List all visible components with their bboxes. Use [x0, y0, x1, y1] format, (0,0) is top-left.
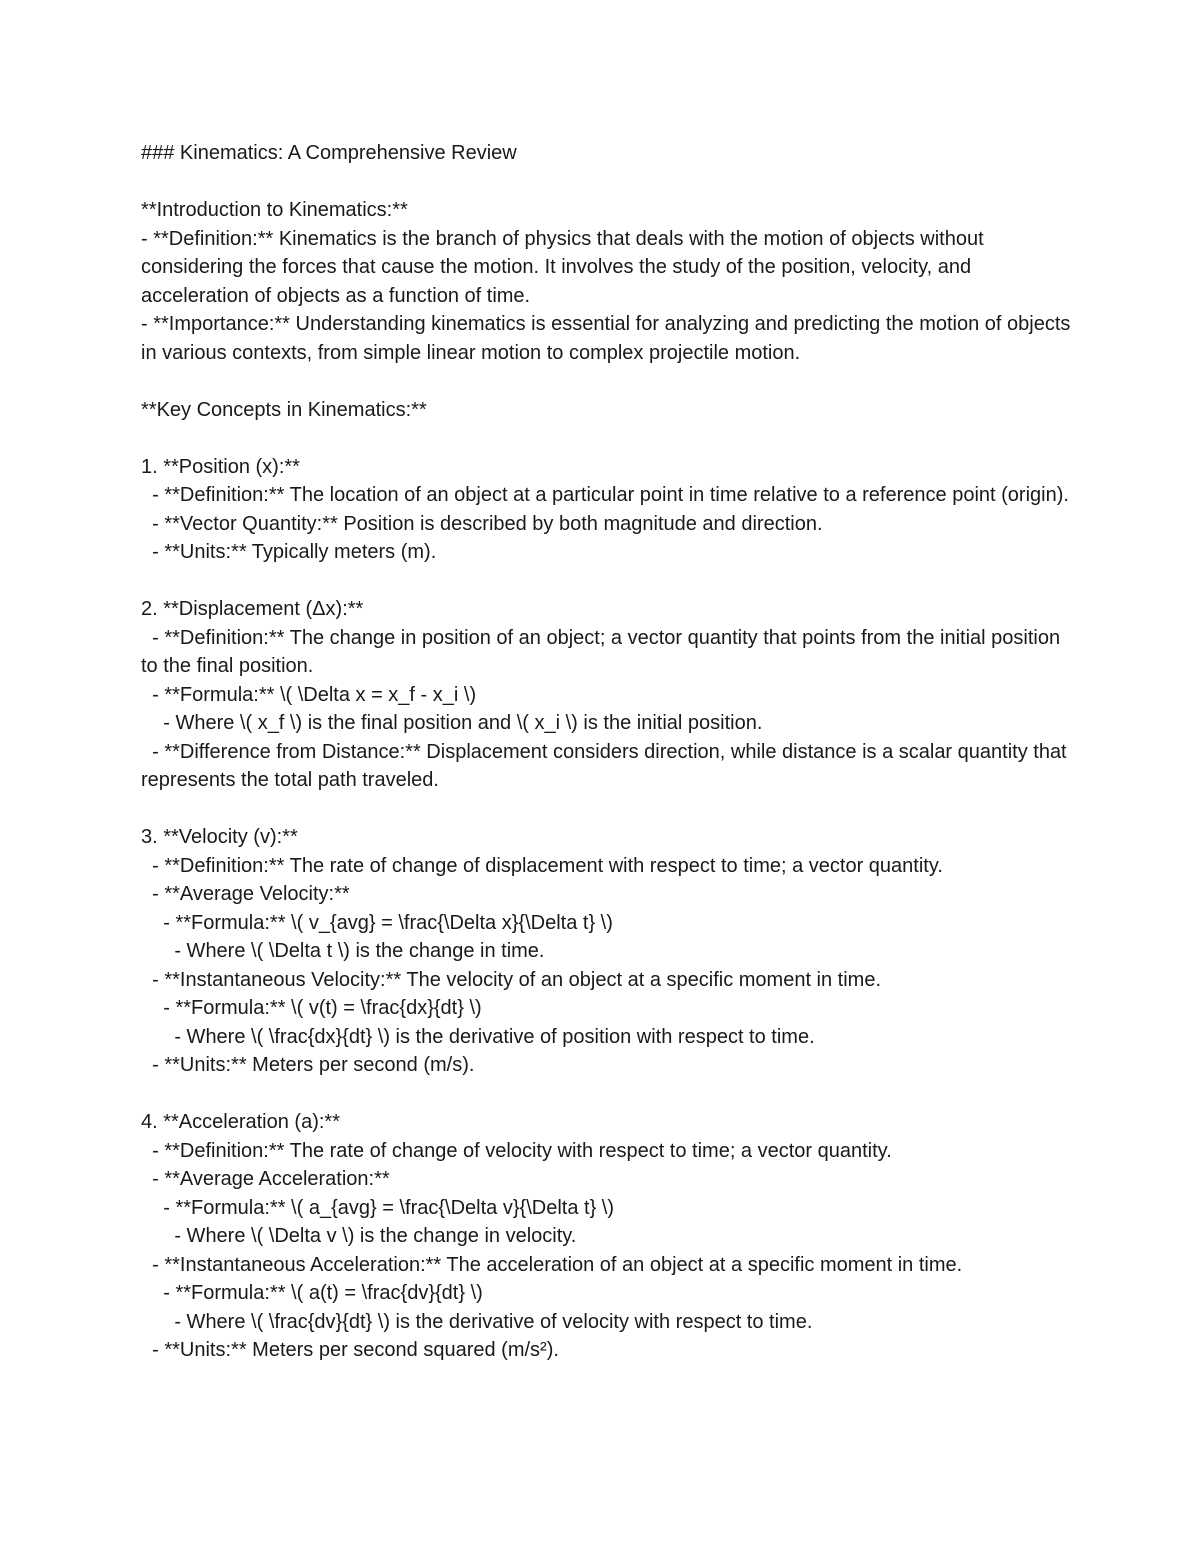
velocity-definition: - **Definition:** The rate of change of displacement with respect to time; a vector quantity. [141, 854, 943, 877]
document-heading: ### Kinematics: A Comprehensive Review [141, 142, 517, 164]
velocity-units: - **Units:** Meters per second (m/s). [141, 1054, 475, 1076]
displacement-formula: - **Formula:** \( \Delta x = x_f - x_i \) [141, 683, 477, 706]
acceleration-instant: - **Instantaneous Acceleration:** The acceleration of an object at a specific moment in time. [141, 1253, 963, 1276]
acceleration-instant-formula: - **Formula:** \( a(t) = \frac{dv}{dt} \) [141, 1282, 483, 1304]
velocity-average-formula: - **Formula:** \( v_{avg} = \frac{\Delta x}{\Delta t} \) [141, 911, 613, 934]
position-units: - **Units:** Typically meters (m). [141, 541, 437, 563]
displacement-where: - Where \( x_f \) is the final position and \( x_i \) is the initial position. [141, 712, 763, 734]
acceleration-instant-where: - Where \( \frac{dv}{dt} \) is the derivative of velocity with respect to time. [141, 1310, 813, 1333]
intro-importance: - **Importance:** Understanding kinematics is essential for analyzing and predicting the motion of objects in various contexts, from simple linear motion to complex projectile motion. [141, 313, 1076, 364]
displacement-difference: - **Difference from Distance:** Displacement considers direction, while distance is a scalar quantity that represents the total path traveled. [141, 740, 1073, 791]
position-definition: - **Definition:** The location of an object at a particular point in time relative to a reference point (origin). [141, 484, 1069, 506]
acceleration-title: 4. **Acceleration (a):** [141, 1111, 340, 1133]
acceleration-average-formula: - **Formula:** \( a_{avg} = \frac{\Delta v}{\Delta t} \) [141, 1196, 615, 1219]
velocity-instant: - **Instantaneous Velocity:** The velocity of an object at a specific moment in time. [141, 968, 882, 991]
spacer [141, 1080, 1071, 1109]
intro-title: **Introduction to Kinematics:** [141, 199, 408, 221]
key-concepts-title: **Key Concepts in Kinematics:** [141, 398, 427, 421]
spacer [141, 424, 1071, 453]
position-vector: - **Vector Quantity:** Position is described by both magnitude and direction. [141, 512, 823, 535]
spacer [141, 795, 1071, 824]
position-title: 1. **Position (x):** [141, 455, 300, 478]
velocity-instant-formula: - **Formula:** \( v(t) = \frac{dx}{dt} \) [141, 997, 482, 1019]
document-body [141, 139, 1076, 1365]
acceleration-units: - **Units:** Meters per second squared (m/s²). [141, 1339, 559, 1361]
displacement-title: 2. **Displacement (Δx):** [141, 598, 364, 620]
acceleration-definition: - **Definition:** The rate of change of velocity with respect to time; a vector quantity. [141, 1139, 892, 1162]
spacer [141, 367, 1071, 396]
acceleration-average-title: - **Average Acceleration:** [141, 1168, 390, 1190]
velocity-average-title: - **Average Velocity:** [141, 883, 350, 905]
velocity-average-where: - Where \( \Delta t \) is the change in time. [141, 940, 545, 962]
spacer [141, 567, 1071, 596]
intro-definition: - **Definition:** Kinematics is the branch of physics that deals with the motion of objects without considering the forces that cause the motion. It involves the study of the position, velocity, and acceleration of objects as a function of time. [141, 227, 990, 307]
spacer [141, 168, 1071, 197]
velocity-instant-where: - Where \( \frac{dx}{dt} \) is the derivative of position with respect to time. [141, 1025, 815, 1048]
acceleration-average-where: - Where \( \Delta v \) is the change in velocity. [141, 1225, 577, 1247]
velocity-title: 3. **Velocity (v):** [141, 826, 298, 848]
displacement-definition: - **Definition:** The change in position of an object; a vector quantity that points from the initial position to the final position. [141, 626, 1066, 677]
